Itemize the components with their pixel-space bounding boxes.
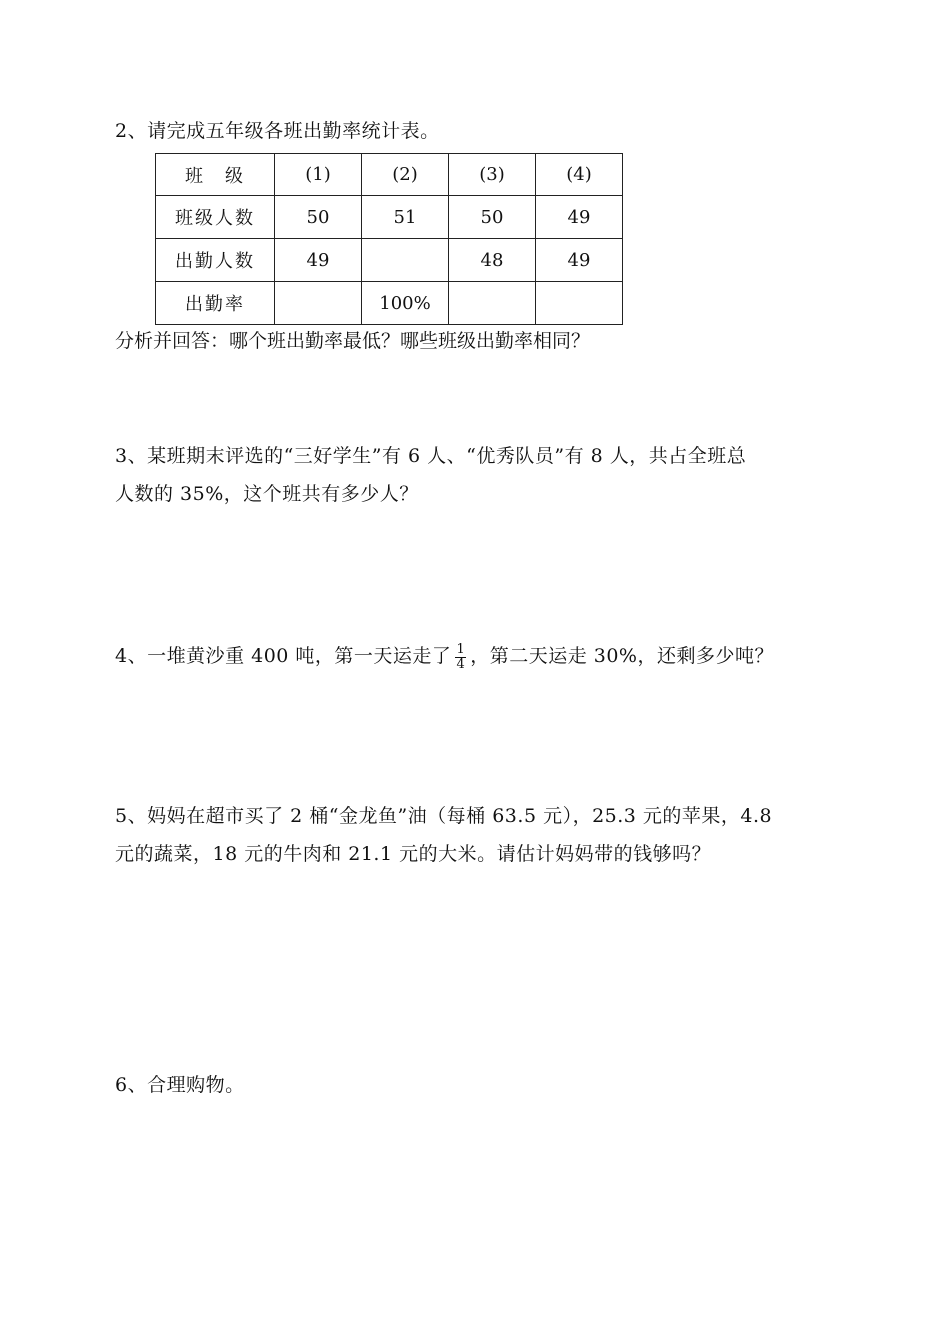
table-cell: 50 (449, 196, 536, 239)
question-4-after: ，第二天运走 30%，还剩多少吨？ (470, 645, 774, 667)
table-cell: 班 级 (156, 154, 275, 196)
table-row (156, 239, 623, 282)
table-cell (449, 282, 536, 325)
question-6 (115, 1066, 245, 1104)
table-cell (536, 282, 623, 325)
question-3 (115, 437, 845, 513)
table-cell: 100% (362, 282, 449, 325)
fraction-numerator: 1 (456, 641, 466, 657)
question-5 (115, 797, 845, 873)
table-cell: (3) (449, 154, 536, 196)
question-4-text (115, 637, 774, 675)
table-cell: (4) (536, 154, 623, 196)
question-6-title: 6、合理购物。 (115, 1074, 245, 1096)
table-cell: 50 (275, 196, 362, 239)
table-cell: 49 (536, 239, 623, 282)
question-2-title: 2、请完成五年级各班出勤率统计表。 (115, 120, 440, 142)
table-row (156, 282, 623, 325)
question-5-line-2: 元的蔬菜，18 元的牛肉和 21.1 元的大米。请估计妈妈带的钱够吗？ (115, 843, 712, 865)
table-cell: 班级人数 (156, 196, 275, 239)
question-2 (115, 112, 440, 150)
table-cell (275, 282, 362, 325)
table-cell: 51 (362, 196, 449, 239)
question-4 (115, 637, 774, 675)
table-row (156, 196, 623, 239)
table-cell: 49 (536, 196, 623, 239)
question-5-line-1: 5、妈妈在超市买了 2 桶“金龙鱼”油（每桶 63.5 元），25.3 元的苹果，4.8 (115, 805, 773, 827)
table-cell: 出勤人数 (156, 239, 275, 282)
table-header-row (156, 154, 623, 196)
question-4-before: 4、一堆黄沙重 400 吨，第一天运走了 (115, 645, 452, 667)
table-cell: 出勤率 (156, 282, 275, 325)
table-cell: (2) (362, 154, 449, 196)
question-3-line-1: 3、某班期末评选的“三好学生”有 6 人、“优秀队员”有 8 人，共占全班总 (115, 445, 747, 467)
table-cell: (1) (275, 154, 362, 196)
table-cell: 49 (275, 239, 362, 282)
question-3-line-2: 人数的 35%，这个班共有多少人？ (115, 483, 419, 505)
fraction (455, 643, 466, 672)
table-cell (362, 239, 449, 282)
attendance-table (155, 153, 623, 325)
question-2-note: 分析并回答：哪个班出勤率最低？哪些班级出勤率相同？ (115, 330, 591, 352)
table-cell: 48 (449, 239, 536, 282)
fraction-denominator: 4 (456, 656, 466, 672)
